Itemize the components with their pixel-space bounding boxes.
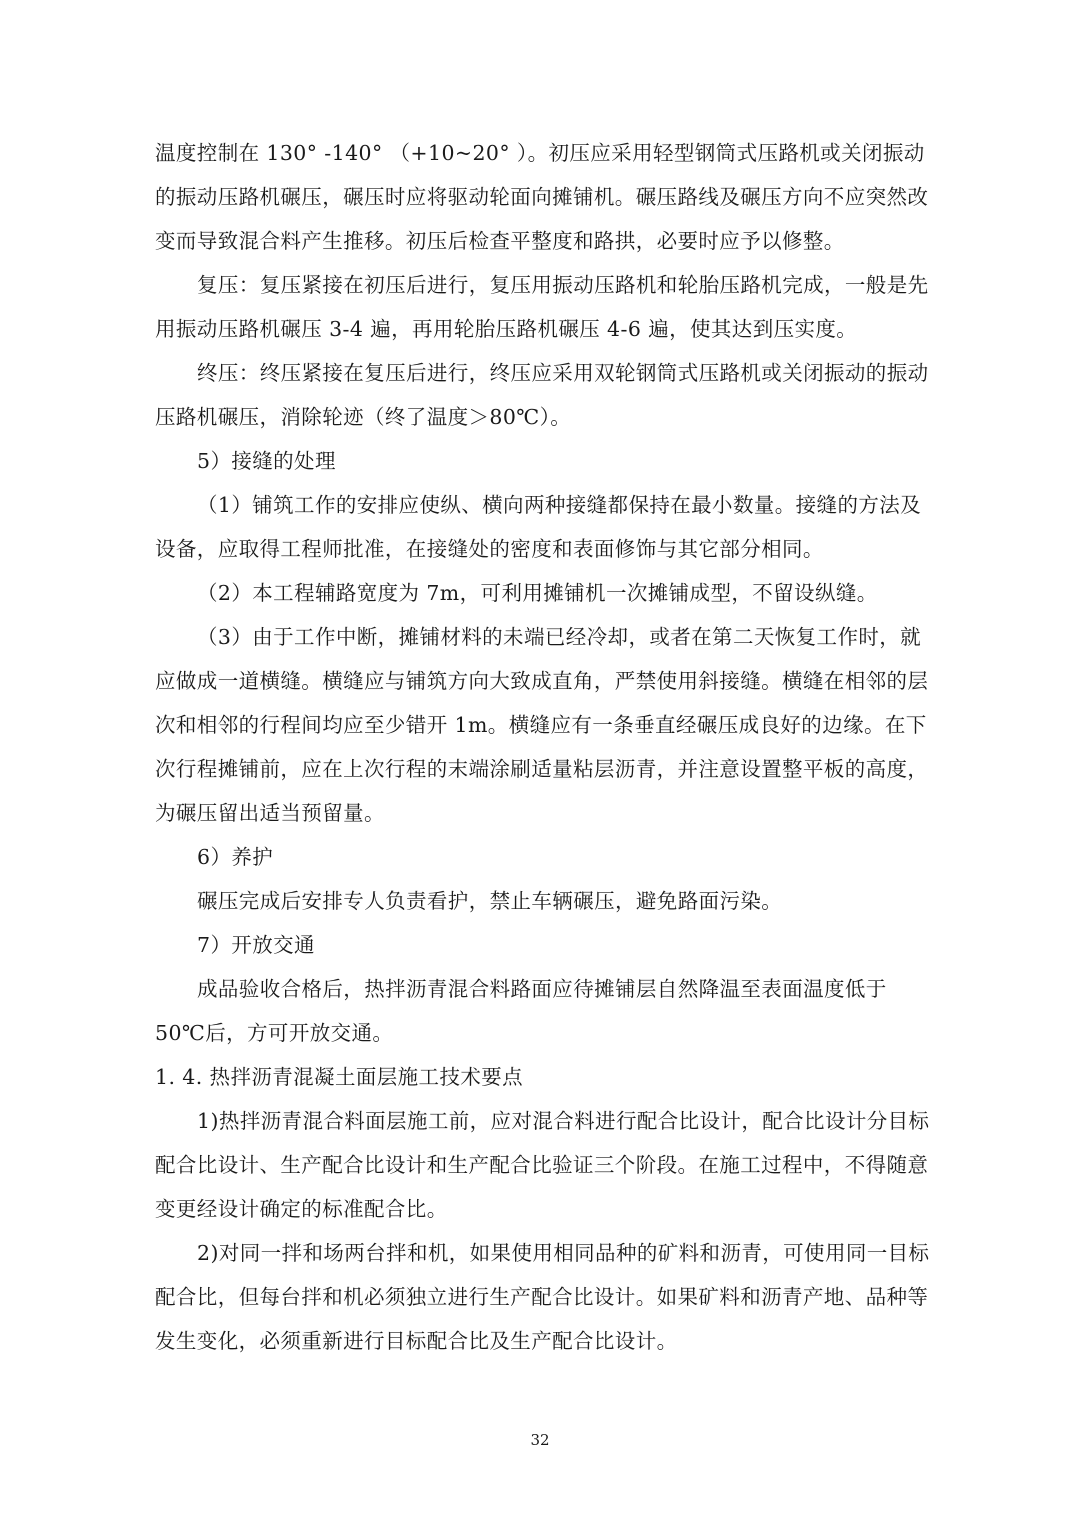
paragraph-line: （1）铺筑工作的安排应使纵、横向两种接缝都保持在最小数量。接缝的方法及 [197,493,922,517]
paragraph-line: 成品验收合格后，热拌沥青混合料路面应待摊铺层自然降温至表面温度低于 [197,977,887,1001]
paragraph-line: （2）本工程辅路宽度为 7m，可利用摊铺机一次摊铺成型，不留设纵缝。 [197,581,878,605]
paragraph-line: 压路机碾压，消除轮迹（终了温度＞80℃）。 [155,405,572,429]
page-number: 32 [530,1431,550,1449]
paragraph-line: 发生变化，必须重新进行目标配合比及生产配合比设计。 [155,1329,678,1353]
paragraph-line: 2)对同一拌和场两台拌和机，如果使用相同品种的矿料和沥青，可使用同一目标 [197,1241,930,1265]
paragraph-line: 终压：终压紧接在复压后进行，终压应采用双轮钢筒式压路机或关闭振动的振动 [197,361,929,385]
section-heading: 5）接缝的处理 [197,449,336,473]
paragraph-line: 用振动压路机碾压 3-4 遍，再用轮胎压路机碾压 4-6 遍，使其达到压实度。 [155,317,858,341]
paragraph-line: 复压：复压紧接在初压后进行，复压用振动压路机和轮胎压路机完成，一般是先 [197,273,929,297]
paragraph-line: 1)热拌沥青混合料面层施工前，应对混合料进行配合比设计，配合比设计分目标 [197,1109,930,1133]
paragraph-line: 为碾压留出适当预留量。 [155,801,385,825]
paragraph-line: 变更经设计确定的标准配合比。 [155,1197,448,1221]
paragraph-line: 碾压完成后安排专人负责看护，禁止车辆碾压，避免路面污染。 [197,889,783,913]
section-heading: 6）养护 [197,845,274,869]
paragraph-line: 应做成一道横缝。横缝应与铺筑方向大致成直角，严禁使用斜接缝。横缝在相邻的层 [155,669,929,693]
subsection-heading: 1. 4. 热拌沥青混凝土面层施工技术要点 [155,1065,524,1089]
paragraph-line: 配合比设计、生产配合比设计和生产配合比验证三个阶段。在施工过程中，不得随意 [155,1153,929,1177]
paragraph-line: 50℃后，方可开放交通。 [155,1021,394,1045]
paragraph-line: 配合比，但每台拌和机必须独立进行生产配合比设计。如果矿料和沥青产地、品种等 [155,1285,929,1309]
paragraph-line: 设备，应取得工程师批准，在接缝处的密度和表面修饰与其它部分相同。 [155,537,824,561]
paragraph-line: （3）由于工作中断，摊铺材料的未端已经冷却，或者在第二天恢复工作时，就 [197,625,922,649]
paragraph-line: 温度控制在 130° -140° （+10~20° ）。初压应采用轻型钢筒式压路机或关闭振动 [155,141,925,165]
paragraph-line: 次行程摊铺前，应在上次行程的末端涂刷适量粘层沥青，并注意设置整平板的高度， [155,757,929,781]
paragraph-line: 变而导致混合料产生推移。初压后检查平整度和路拱，必要时应予以修整。 [155,229,845,253]
section-heading: 7）开放交通 [197,933,315,957]
paragraph-line: 的振动压路机碾压，碾压时应将驱动轮面向摊铺机。碾压路线及碾压方向不应突然改 [155,185,929,209]
paragraph-line: 次和相邻的行程间均应至少错开 1m。横缝应有一条垂直经碾压成良好的边缘。在下 [155,713,927,737]
